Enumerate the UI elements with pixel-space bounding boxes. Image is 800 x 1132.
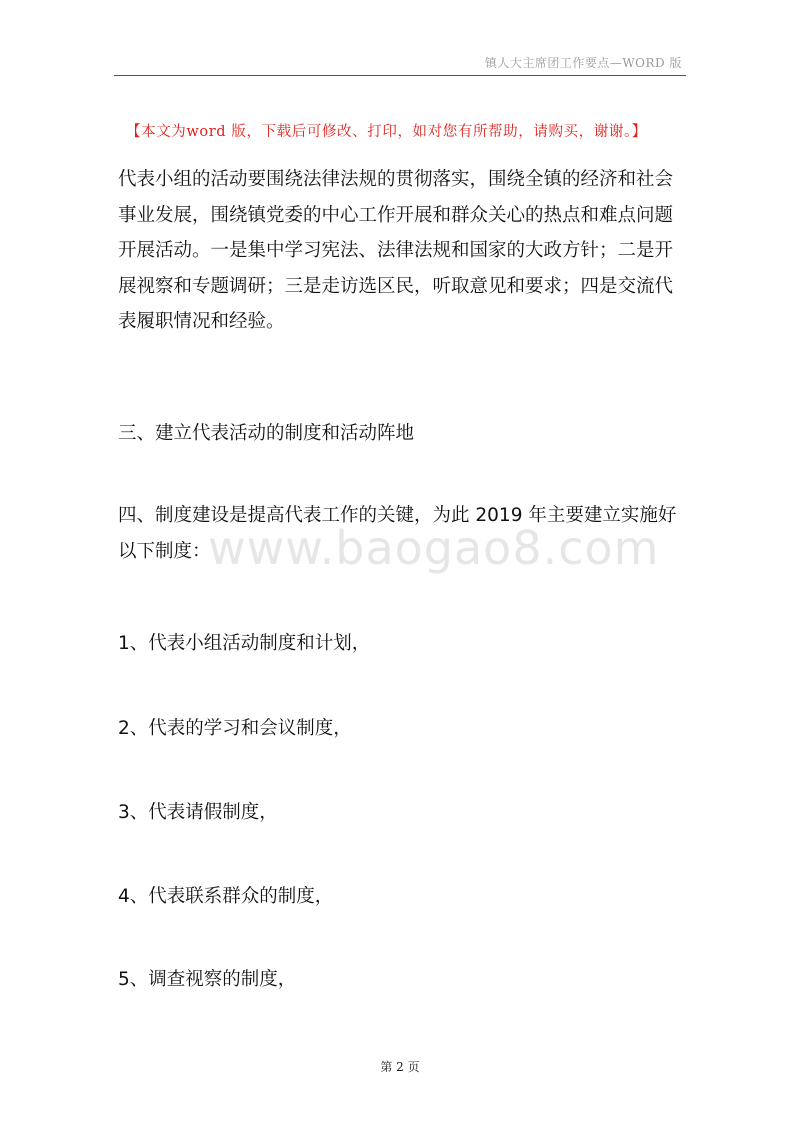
paragraph-line: 表履职情况和经验。	[118, 311, 285, 332]
page-header-title: 镇人大主席团工作要点—WORD 版	[484, 56, 682, 70]
paragraph-line: 代表小组的活动要围绕法律法规的贯彻落实，围绕全镇的经济和社会	[118, 169, 674, 190]
paragraph-line: 展视察和专题调研；三是走访选区民，听取意见和要求；四是交流代	[118, 275, 674, 297]
list-item: 2、代表的学习和会议制度，	[118, 718, 352, 739]
list-item: 5、调查视察的制度，	[118, 969, 297, 990]
watermark-text: www.baogao8.com	[208, 521, 660, 575]
paragraph-line: 事业发展，围绕镇党委的中心工作开展和群众关心的热点和难点问题	[118, 204, 674, 226]
header-divider	[114, 75, 686, 76]
section-three-heading: 三、建立代表活动的制度和活动阵地	[118, 423, 415, 444]
paragraph-activities	[118, 162, 686, 340]
paragraph-line: 以下制度：	[118, 540, 211, 562]
page-number: 第 2 页	[380, 1060, 420, 1074]
list-item: 3、代表请假制度，	[118, 802, 278, 823]
section-four-paragraph	[118, 498, 676, 569]
download-notice: 【本文为word 版，下载后可修改、打印，如对您有所帮助，请购买，谢谢。】	[126, 124, 647, 140]
list-item: 4、代表联系群众的制度，	[118, 886, 334, 907]
list-item: 1、代表小组活动制度和计划，	[118, 633, 371, 654]
paragraph-line: 四、制度建设是提高代表工作的关键，为此 2019 年主要建立实施好	[118, 505, 677, 526]
paragraph-line: 开展活动。一是集中学习宪法、法律法规和国家的大政方针；二是开	[118, 240, 674, 261]
